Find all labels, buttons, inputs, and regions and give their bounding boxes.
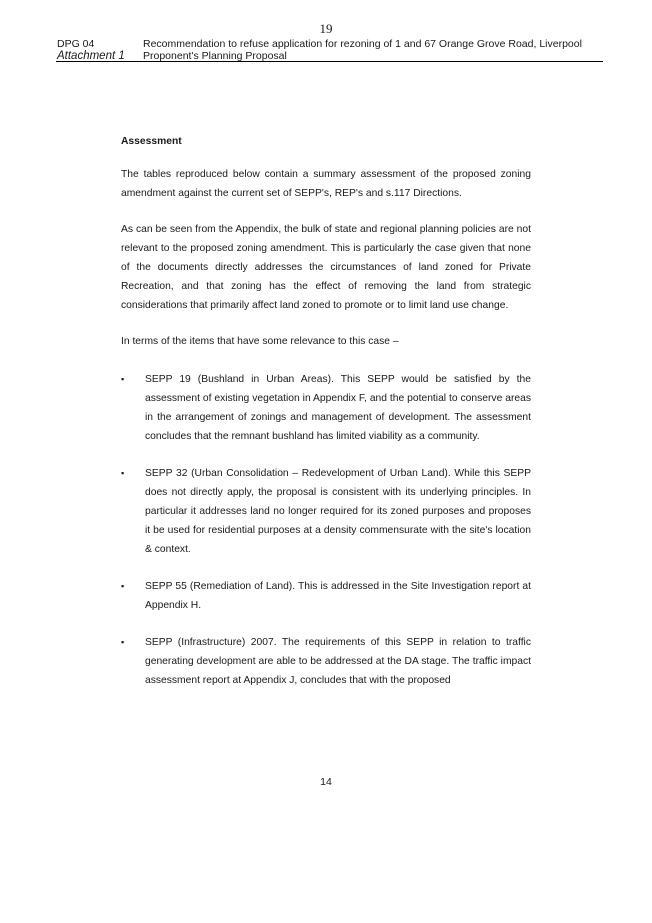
header-title-line1: Recommendation to refuse application for rezoning of 1 and 67 Orange Grove Road, Liverpool bbox=[143, 38, 582, 50]
header-rule bbox=[56, 61, 603, 62]
bullet-icon: ▪ bbox=[121, 468, 125, 478]
list-item-text: SEPP 32 (Urban Consolidation – Redevelopment of Urban Land). While this SEPP does not directly apply, the proposal is consistent with its underlying principles. In particular it addresses land no longer required for its zoned purposes and proposes it be used for residential purposes at a density commensurate with the site's location & context. bbox=[145, 468, 531, 555]
page-content bbox=[121, 135, 531, 708]
list-item-text: SEPP (Infrastructure) 2007. The requirements of this SEPP in relation to traffic generating development are able to be addressed at the DA stage. The traffic impact assessment report at Appendix J, concludes that with the proposed bbox=[145, 637, 531, 686]
header-title-line2: Proponent's Planning Proposal bbox=[143, 50, 287, 62]
bullet-list bbox=[121, 370, 531, 690]
paragraph-appendix: As can be seen from the Appendix, the bulk of state and regional planning policies are not relevant to the proposed zoning amendment. This is particularly the case given that none of the documents directly addresses the circumstances of land zoned for Private Recreation, and that zoning has the effect of removing the land from strategic considerations that primarily affect land zoned to promote or to limit land use change. bbox=[121, 224, 531, 311]
attachment-label: Attachment 1 bbox=[57, 50, 125, 62]
list-item-text: SEPP 55 (Remediation of Land). This is addressed in the Site Investigation report at Appendix H. bbox=[145, 581, 531, 611]
paragraph-tables: The tables reproduced below contain a summary assessment of the proposed zoning amendment against the current set of SEPP's, REP's and s.117 Directions. bbox=[121, 169, 531, 199]
section-heading: Assessment bbox=[121, 136, 182, 147]
list-item-text: SEPP 19 (Bushland in Urban Areas). This SEPP would be satisfied by the assessment of existing vegetation in Appendix F, and the potential to conserve areas in the arrangement of zonings and management of development. The assessment concludes that the remnant bushland has limited viability as a community. bbox=[145, 374, 531, 442]
list-item bbox=[121, 370, 531, 446]
list-item bbox=[121, 633, 531, 690]
header-left bbox=[57, 38, 125, 62]
header-right bbox=[143, 38, 582, 62]
list-item bbox=[121, 464, 531, 559]
bottom-page-number: 14 bbox=[320, 776, 332, 788]
list-item bbox=[121, 577, 531, 615]
top-page-number: 19 bbox=[319, 21, 333, 36]
paragraph-relevance-intro: In terms of the items that have some relevance to this case – bbox=[121, 336, 399, 347]
bullet-icon: ▪ bbox=[121, 637, 125, 647]
bullet-icon: ▪ bbox=[121, 374, 125, 384]
bullet-icon: ▪ bbox=[121, 581, 125, 591]
document-code: DPG 04 bbox=[57, 38, 95, 50]
